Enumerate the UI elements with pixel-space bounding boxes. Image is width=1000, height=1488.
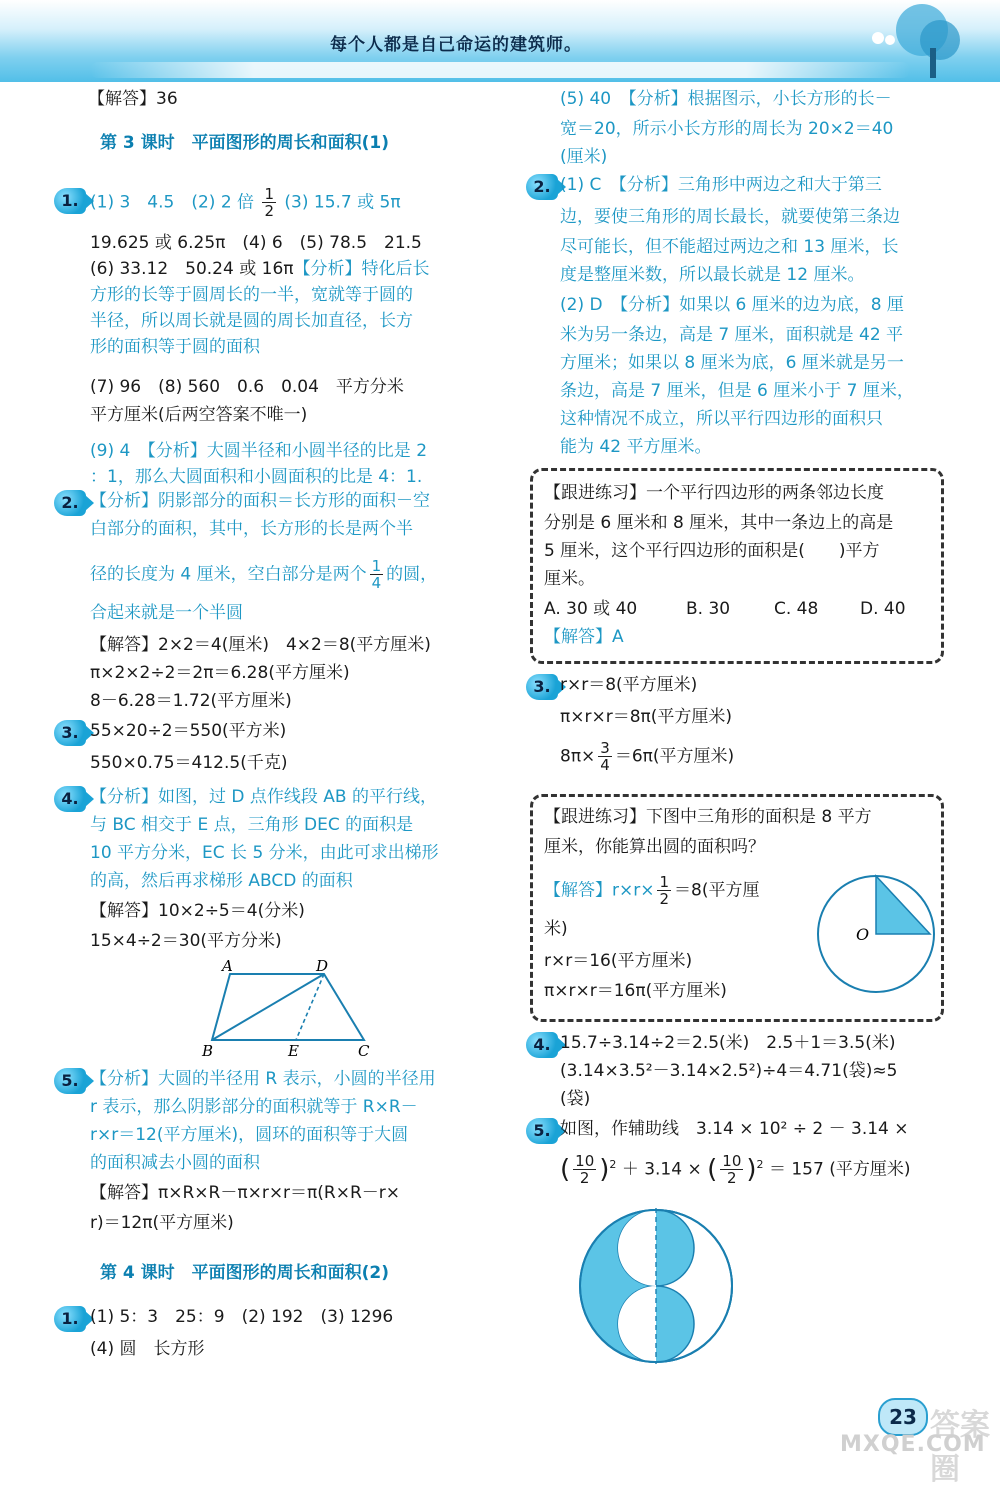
q4-line-f: 15×4÷2＝30(平方分米) — [90, 931, 282, 951]
q5-line-c: r×r＝12(平方厘米)，圆环的面积等于大圆 — [90, 1125, 409, 1145]
label-d: D — [316, 960, 329, 975]
r-q3-c-tail: ＝6π(平方厘米) — [614, 746, 735, 767]
tree-illustration-icon — [860, 0, 970, 80]
question-badge-r5: 5. — [526, 1118, 558, 1144]
frac-num: 10 — [575, 1152, 595, 1171]
question-badge-r3: 3. — [526, 674, 558, 700]
r-q3-c — [560, 740, 734, 773]
fraction — [657, 874, 671, 907]
q1-a-tail: (3) 15.7 或 5π — [284, 192, 401, 213]
r-q4-a: 15.7÷3.14÷2＝2.5(米) 2.5＋1＝3.5(米) — [560, 1033, 896, 1053]
r-q3-b: π×r×r＝8π(平方厘米) — [560, 707, 733, 727]
page-header-banner — [0, 0, 1000, 82]
shaded-triangle — [876, 876, 930, 934]
q2-c-text: 径的长度为 4 厘米，空白部分是两个 — [90, 564, 367, 585]
diagonal-bd — [212, 974, 324, 1040]
exponent: 2 — [756, 1158, 764, 1171]
box2-line-b: 厘米，你能算出圆的面积吗？ — [544, 837, 765, 857]
question-badge-5: 5. — [54, 1068, 86, 1094]
q1-line-f: 形的面积等于圆的面积 — [90, 337, 260, 357]
r-q2-b: 边，要使三角形的周长最长，就要使第三条边 — [560, 207, 900, 227]
label-o: O — [856, 925, 870, 944]
exponent: 2 — [609, 1158, 617, 1171]
q2-line-c — [90, 558, 437, 591]
q1-line-g: (7) 96 (8) 560 0.6 0.04 平方分米 — [90, 377, 404, 397]
paren-open: ( — [560, 1154, 571, 1185]
box1-line-d: 厘米。 — [544, 569, 595, 589]
box1-opt-a: A. 30 或 40 — [544, 599, 638, 619]
q2-line-g: 8－6.28＝1.72(平方厘米) — [90, 691, 292, 711]
fraction — [720, 1153, 743, 1186]
frac-den: 2 — [727, 1169, 737, 1188]
box2-c-tail: ＝8(平方厘 — [674, 880, 760, 901]
q1-line-j: ：1，那么大圆面积和小圆面积的比是 4：1. — [90, 467, 423, 487]
r-q5-b-mid: ＋ 3.14 × — [621, 1159, 702, 1180]
q4-line-a: 【分析】如图，过 D 点作线段 AB 的平行线， — [90, 787, 437, 807]
q1-line-i: (9) 4 【分析】大圆半径和小圆半径的比是 2 — [90, 441, 428, 461]
box2-line-a: 【跟进练习】下图中三角形的面积是 8 平方 — [544, 807, 872, 827]
q4-line-b: 与 BC 相交于 E 点，三角形 DEC 的面积是 — [90, 815, 414, 835]
box1-opt-d: D. 40 — [860, 599, 906, 619]
r-line-1: (5) 40 【分析】根据图示，小长方形的长－ — [560, 89, 892, 109]
q2-line-d: 合起来就是一个半圆 — [90, 603, 243, 623]
frac-num: 1 — [264, 185, 274, 203]
r-line-3: (厘米) — [560, 147, 608, 167]
watermark-url: MXQE.COM — [840, 1432, 986, 1457]
fraction — [573, 1153, 596, 1186]
q2-line-f: π×2×2÷2＝2π＝6.28(平方厘米) — [90, 663, 350, 683]
box2-line-f: π×r×r＝16π(平方厘米) — [544, 981, 727, 1001]
question-badge-1b: 1. — [54, 1306, 86, 1332]
label-c: C — [358, 1042, 370, 1058]
frac-num: 1 — [659, 873, 670, 891]
box1-line-c: 5 厘米，这个平行四边形的面积是( )平方 — [544, 541, 880, 561]
question-badge-r4: 4. — [526, 1032, 558, 1058]
s4q1-line-b: (4) 圆 长方形 — [90, 1339, 205, 1359]
q1-line-b: 19.625 或 6.25π (4) 6 (5) 78.5 21.5 — [90, 233, 422, 253]
q5-line-a: 【分析】大圆的半径用 R 表示，小圆的半径用 — [90, 1069, 436, 1089]
page-number: 23 — [878, 1398, 928, 1436]
r-q5-b — [560, 1152, 910, 1186]
label-a: A — [222, 960, 233, 975]
box1-opt-b: B. 30 — [686, 599, 731, 619]
question-badge-1: 1. — [54, 188, 86, 214]
q1-line-h: 平方厘米(后两空答案不唯一) — [90, 405, 308, 425]
q5-line-b: r 表示，那么阴影部分的面积就等于 R×R－ — [90, 1097, 418, 1117]
frac-den: 2 — [264, 202, 274, 220]
r-q2-d: 度是整厘米数，所以最长就是 12 厘米。 — [560, 265, 865, 285]
r-q2-i: 这种情况不成立，所以平行四边形的面积只 — [560, 409, 883, 429]
q1-line-a — [90, 186, 401, 219]
frac-num: 10 — [722, 1152, 742, 1171]
box1-answer: 【解答】A — [544, 627, 624, 647]
section-title-lesson4: 第 4 课时 平面图形的周长和面积(2) — [100, 1263, 390, 1283]
fraction — [262, 186, 276, 219]
header-motto: 每个人都是自己命运的建筑师。 — [330, 35, 582, 55]
r-line-2: 宽＝20，所示小长方形的周长为 20×2＝40 — [560, 119, 894, 139]
r-q2-f: 米为另一条边，高是 7 厘米，面积就是 42 平 — [560, 325, 904, 345]
r-q2-c: 尽可能长，但不能超过两边之和 13 厘米，长 — [560, 237, 899, 257]
q1-c1: (6) 33.12 50.24 或 16π — [90, 259, 294, 279]
answer-line: 【解答】36 — [88, 89, 178, 109]
r-q2-g: 方厘米；如果以 8 厘米为底，6 厘米就是另一 — [560, 353, 904, 373]
r-q5-a: 如图，作辅助线 3.14 × 10² ÷ 2 － 3.14 × — [560, 1119, 909, 1139]
q4-line-c: 10 平方分米，EC 长 5 分米，由此可求出梯形 — [90, 843, 439, 863]
frac-den: 4 — [600, 756, 610, 774]
box2-line-d: 米) — [544, 919, 568, 939]
q2-line-b: 白部分的面积，其中，长方形的长是两个半 — [90, 519, 413, 539]
r-q5-b-tail: ＝ 157 (平方厘米) — [768, 1159, 911, 1180]
box2-c-head: 【解答】r×r× — [544, 880, 655, 901]
r-q2-e: (2) D 【分析】如果以 6 厘米的边为底，8 厘 — [560, 295, 904, 315]
frac-num: 3 — [600, 739, 610, 757]
box1-line-b: 分别是 6 厘米和 8 厘米，其中一条边上的高是 — [544, 513, 894, 533]
q5-line-d: 的面积减去小圆的面积 — [90, 1153, 260, 1173]
trapezoid-diagram — [198, 960, 388, 1058]
paren-close: ) — [746, 1154, 757, 1185]
r-q4-c: (袋) — [560, 1089, 591, 1109]
q2-c-tail: 的圆， — [386, 564, 438, 585]
fraction — [598, 740, 612, 773]
circles-diagram — [578, 1206, 738, 1366]
question-badge-4: 4. — [54, 786, 86, 812]
question-badge-r2: 2. — [526, 174, 558, 200]
q5-line-e: 【解答】π×R×R－π×r×r＝π(R×R－r× — [90, 1183, 401, 1203]
watermark-logo: 答案圈 — [930, 1408, 990, 1487]
q5-line-f: r)＝12π(平方厘米) — [90, 1213, 234, 1233]
dashed-de — [296, 974, 324, 1040]
r-q2-a: (1) C 【分析】三角形中两边之和大于第三 — [560, 175, 882, 195]
box2-line-c — [544, 874, 759, 907]
circle-triangle-diagram — [800, 866, 940, 996]
q3-line-a: 55×20÷2＝550(平方米) — [90, 721, 287, 741]
q4-line-e: 【解答】10×2÷5＝4(分米) — [90, 901, 305, 921]
q3-line-b: 550×0.75＝412.5(千克) — [90, 753, 288, 773]
q2-line-e: 【解答】2×2＝4(厘米) 4×2＝8(平方厘米) — [90, 635, 431, 655]
q1-c2: 【分析】特化后长 — [293, 259, 430, 279]
q1-line-d: 方形的长等于圆周长的一半，宽就等于圆的 — [90, 285, 413, 305]
r-q4-b: (3.14×3.5²－3.14×2.5²)÷4＝4.71(袋)≈5 — [560, 1061, 898, 1081]
box2-line-e: r×r＝16(平方厘米) — [544, 951, 693, 971]
r-q3-a: r×r＝8(平方厘米) — [560, 675, 698, 695]
r-q2-j: 能为 42 平方厘米。 — [560, 437, 712, 457]
trapezoid-abcd — [212, 974, 364, 1040]
s4q1-line-a: (1) 5：3 25：9 (2) 192 (3) 1296 — [90, 1307, 394, 1327]
paren-close: ) — [599, 1154, 610, 1185]
header-wave — [90, 62, 910, 78]
frac-num: 1 — [371, 557, 382, 575]
r-q2-h: 条边，高是 7 厘米，但是 6 厘米小于 7 厘米， — [560, 381, 914, 401]
frac-den: 2 — [659, 890, 670, 908]
question-badge-2: 2. — [54, 490, 86, 516]
q2-line-a: 【分析】阴影部分的面积＝长方形的面积－空 — [90, 491, 430, 511]
frac-den: 2 — [579, 1169, 590, 1188]
label-b: B — [202, 1042, 214, 1058]
label-e: E — [288, 1042, 299, 1058]
q1-line-c — [90, 256, 430, 282]
frac-den: 4 — [371, 574, 382, 592]
q1-line-e: 半径，所以周长就是圆的周长加直径，长方 — [90, 311, 413, 331]
q4-line-d: 的高，然后再求梯形 ABCD 的面积 — [90, 871, 353, 891]
question-badge-3: 3. — [54, 720, 86, 746]
fraction — [370, 558, 384, 591]
r-q3-c-head: 8π× — [560, 746, 596, 767]
paren-open: ( — [707, 1154, 718, 1185]
section-title-lesson3: 第 3 课时 平面图形的周长和面积(1) — [100, 133, 390, 153]
q1-a-text: (1) 3 4.5 (2) 2 倍 — [90, 192, 255, 213]
box1-line-a: 【跟进练习】一个平行四边形的两条邻边长度 — [544, 483, 884, 503]
box1-opt-c: C. 48 — [774, 599, 819, 619]
